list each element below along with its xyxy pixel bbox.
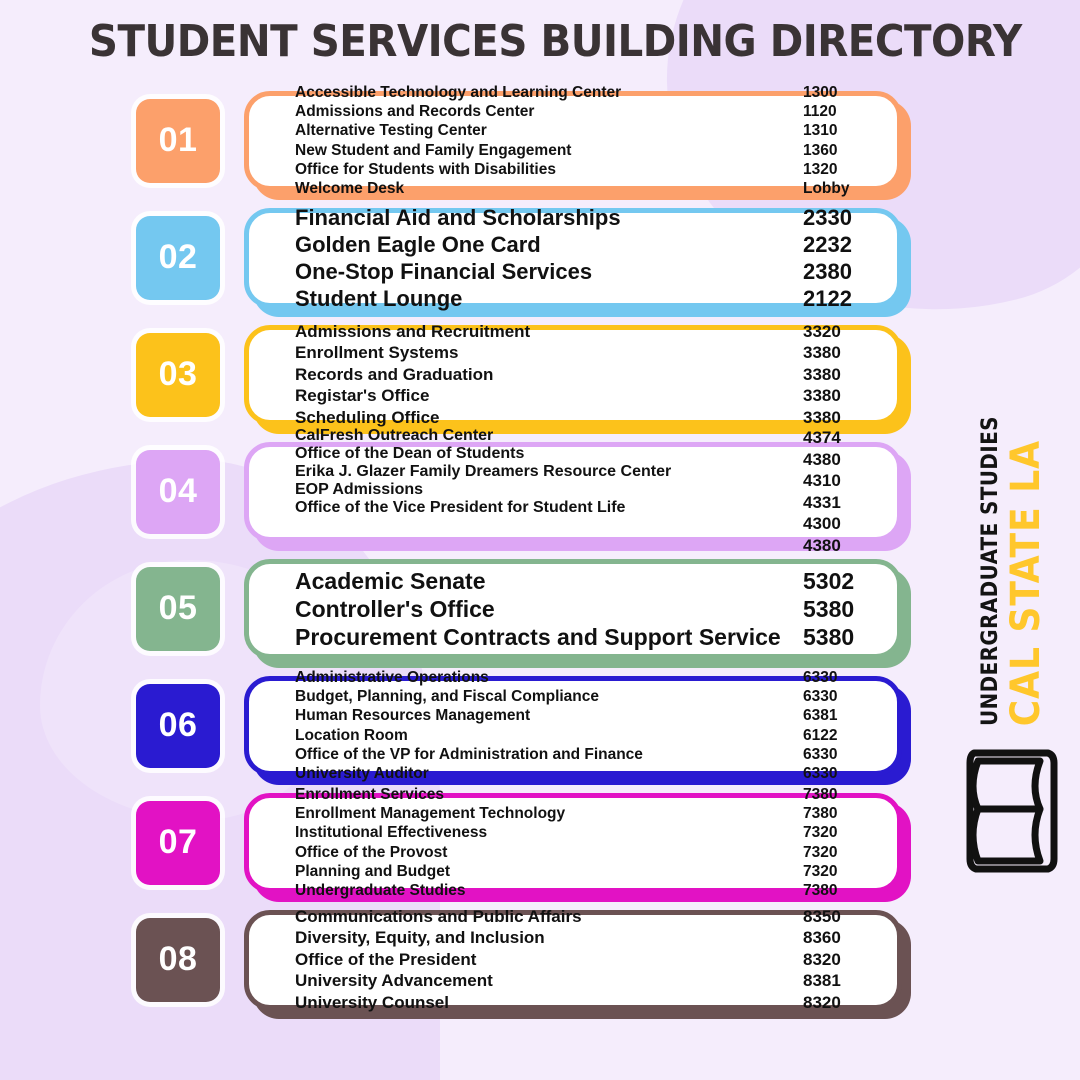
room-number: 7320 — [803, 824, 838, 842]
room-number: 4380 — [803, 449, 841, 469]
department-name: Student Lounge — [295, 285, 463, 311]
department-name: Records and Graduation — [295, 364, 494, 384]
department-name: Academic Senate — [295, 567, 486, 594]
department-name: Registar's Office — [295, 386, 430, 406]
floor-card-wrapper — [244, 82, 902, 199]
directory-entries — [295, 567, 875, 651]
floor-badge[interactable]: 08 — [136, 918, 220, 1002]
floor-card-wrapper — [244, 316, 902, 433]
floor-card-wrapper — [244, 667, 902, 784]
room-number: 5380 — [803, 623, 855, 650]
department-name: One-Stop Financial Services — [295, 258, 593, 284]
department-name-column — [295, 785, 565, 900]
room-number: 6122 — [803, 726, 838, 744]
room-number: 7380 — [803, 785, 838, 803]
department-name: EOP Admissions — [295, 481, 424, 498]
brand-secondary-text: UNDERGRADUATE STUDIES — [977, 416, 1003, 726]
floor-row — [0, 550, 1080, 667]
room-number: 4374 — [803, 428, 841, 447]
floor-row — [0, 901, 1080, 1018]
room-number: 3380 — [803, 386, 841, 406]
floor-row — [0, 199, 1080, 316]
department-name: Erika J. Glazer Family Dreamers Resource Center — [295, 463, 672, 480]
directory-entries — [295, 83, 875, 198]
floor-badge[interactable]: 01 — [136, 99, 220, 183]
floor-row — [0, 784, 1080, 901]
floor-badge[interactable]: 04 — [136, 450, 220, 534]
department-name: Golden Eagle One Card — [295, 231, 541, 257]
room-number: 8360 — [803, 928, 841, 948]
directory-entries — [295, 906, 875, 1014]
department-name: Human Resources Management — [295, 707, 531, 725]
department-name-column — [295, 83, 621, 198]
department-name: Enrollment Management Technology — [295, 805, 566, 823]
floor-row — [0, 667, 1080, 784]
directory-entries — [295, 785, 875, 900]
department-name-column — [295, 204, 621, 312]
room-number: 6381 — [803, 707, 838, 725]
room-number: 1360 — [803, 141, 838, 159]
floor-card-wrapper — [244, 550, 902, 667]
floor-card[interactable] — [244, 321, 902, 427]
room-number: 3320 — [803, 321, 841, 341]
room-number: 3380 — [803, 364, 841, 384]
room-number: 2122 — [803, 285, 852, 311]
room-number: 3380 — [803, 343, 841, 363]
department-name: University Counsel — [295, 992, 449, 1012]
room-number-column — [789, 83, 875, 198]
department-name-column — [295, 906, 582, 1014]
room-number: 2232 — [803, 231, 852, 257]
department-name: Financial Aid and Scholarships — [295, 204, 621, 230]
room-number: 4331 — [803, 492, 841, 512]
floor-row — [0, 82, 1080, 199]
directory-entries — [295, 204, 875, 312]
department-name: University Auditor — [295, 764, 429, 782]
floor-card[interactable] — [244, 668, 902, 782]
department-name: Institutional Effectiveness — [295, 824, 488, 842]
floor-card[interactable] — [244, 906, 902, 1012]
directory-entries — [295, 321, 875, 429]
floor-badge[interactable]: 06 — [136, 684, 220, 768]
department-name: Office of the President — [295, 949, 477, 969]
room-number: 1320 — [803, 160, 838, 178]
department-name: Accessible Technology and Learning Center — [295, 83, 622, 101]
department-name: Undergraduate Studies — [295, 881, 466, 899]
floor-card-wrapper — [244, 199, 902, 316]
floor-card[interactable] — [244, 427, 902, 555]
department-name: Office of the Provost — [295, 843, 448, 861]
department-name: Enrollment Services — [295, 785, 445, 803]
directory-entries — [295, 427, 875, 556]
department-name: Procurement Contracts and Support Service — [295, 623, 781, 650]
department-name-column — [295, 567, 781, 651]
department-name: Welcome Desk — [295, 179, 405, 197]
floor-card[interactable] — [244, 785, 902, 899]
room-number: 7320 — [803, 862, 838, 880]
floor-row — [0, 316, 1080, 433]
floor-badge[interactable]: 05 — [136, 567, 220, 651]
department-name: Administrative Operations — [295, 668, 489, 686]
department-name: CalFresh Outreach Center — [295, 427, 494, 444]
department-name: Admissions and Records Center — [295, 103, 535, 121]
room-number: 8320 — [803, 949, 841, 969]
floor-badge[interactable]: 02 — [136, 216, 220, 300]
room-number-column — [789, 321, 875, 429]
room-number: 6330 — [803, 745, 838, 763]
room-number-column — [789, 785, 875, 900]
department-name: Enrollment Systems — [295, 343, 459, 363]
room-number: 4310 — [803, 471, 841, 490]
department-name: Alternative Testing Center — [295, 122, 487, 140]
room-number-column — [789, 204, 875, 312]
room-number: 4300 — [803, 514, 841, 533]
room-number: 2380 — [803, 258, 852, 284]
department-name: Location Room — [295, 726, 408, 744]
floor-card[interactable] — [244, 559, 902, 659]
department-name: Office of the Dean of Students — [295, 445, 525, 462]
room-number: 7380 — [803, 881, 838, 899]
floor-list — [0, 82, 1080, 1018]
floor-card-wrapper — [244, 784, 902, 901]
floor-row — [0, 427, 1080, 555]
department-name: Admissions and Recruitment — [295, 321, 531, 341]
page-title: STUDENT SERVICES BUILDING DIRECTORY — [88, 16, 1022, 67]
department-name: New Student and Family Engagement — [295, 141, 572, 159]
room-number: 8320 — [803, 992, 841, 1012]
floor-card-wrapper — [244, 427, 902, 555]
department-name: University Advancement — [295, 971, 493, 991]
floor-badge[interactable]: 07 — [136, 801, 220, 885]
floor-card[interactable] — [244, 83, 902, 197]
open-book-logo-icon — [960, 735, 1064, 885]
floor-card-wrapper — [244, 901, 902, 1018]
department-name: Budget, Planning, and Fiscal Compliance — [295, 688, 600, 706]
department-name-column — [295, 668, 643, 783]
department-name-column — [295, 321, 530, 429]
room-number-column — [789, 567, 875, 651]
department-name: Office for Students with Disabilities — [295, 160, 556, 178]
room-number: 7380 — [803, 805, 838, 823]
directory-entries — [295, 668, 875, 783]
room-number: 8381 — [803, 971, 841, 991]
room-number: 6330 — [803, 764, 838, 782]
room-number-column — [789, 668, 875, 783]
department-name-column — [295, 427, 671, 517]
room-number-column — [789, 427, 875, 556]
room-number: 6330 — [803, 668, 838, 686]
room-number-column — [789, 906, 875, 1014]
department-name: Planning and Budget — [295, 862, 450, 880]
department-name: Office of the Vice President for Student Life — [295, 499, 626, 516]
room-number: 2330 — [803, 204, 852, 230]
room-number: Lobby — [803, 179, 850, 197]
room-number: 7320 — [803, 843, 838, 861]
department-name: Controller's Office — [295, 595, 495, 622]
room-number: 6330 — [803, 688, 838, 706]
room-number: 4380 — [803, 535, 841, 555]
brand-primary-text: CAL STATE LA — [1002, 439, 1049, 726]
department-name: Communications and Public Affairs — [295, 906, 582, 926]
room-number: 1310 — [803, 122, 838, 140]
room-number: 3380 — [803, 407, 841, 427]
room-number: 1300 — [803, 83, 838, 101]
room-number: 8350 — [803, 906, 841, 926]
department-name: Scheduling Office — [295, 407, 440, 427]
room-number: 5302 — [803, 567, 855, 594]
floor-badge[interactable]: 03 — [136, 333, 220, 417]
department-name: Diversity, Equity, and Inclusion — [295, 928, 545, 948]
brand-block — [954, 406, 1074, 726]
floor-card[interactable] — [244, 204, 902, 311]
room-number: 5380 — [803, 595, 855, 622]
department-name: Office of the VP for Administration and Finance — [295, 745, 643, 763]
room-number: 1120 — [803, 103, 837, 121]
